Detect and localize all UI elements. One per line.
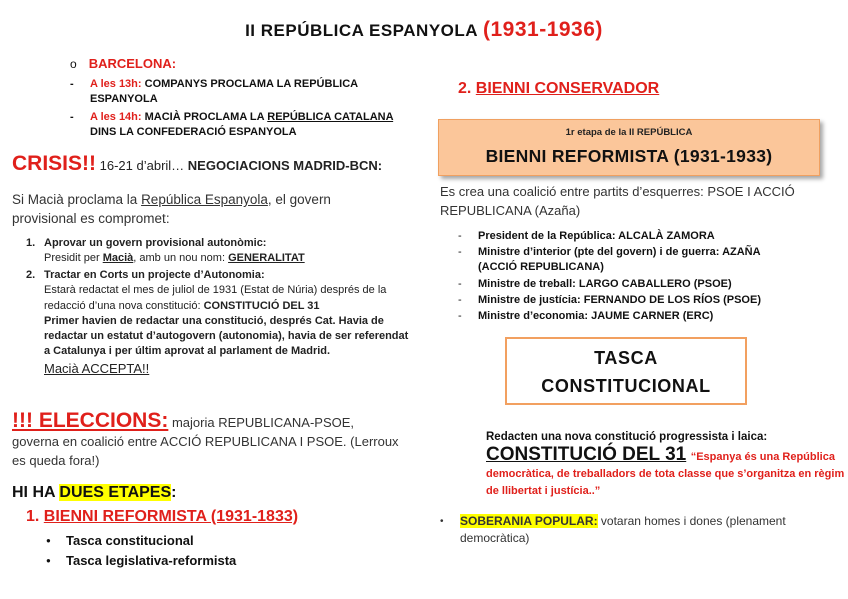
crisis-heading [12,152,432,176]
item-text-underlined: REPÚBLICA CATALANA [267,111,394,123]
agreement-text-2: , amb un nou nom: [133,252,226,265]
bienni-reformista-box [438,119,820,176]
intro-underlined: República Espanyola [141,192,268,207]
title-years: (1931-1936) [483,18,603,41]
intro-text-end: , el govern provisional es compromet: [12,192,331,226]
agreement-text: Estarà redactat el mes de juliol de 1931 (Estat de Núria) després de la redacció d’una nova constitució: [44,284,387,312]
agreement-1 [26,236,416,267]
agreement-number: 2. [26,269,36,281]
minister-item [458,229,798,244]
etapes-highlight: DUES ETAPES [59,484,172,501]
dash-marker: - [70,78,74,90]
intro-text: Si Macià proclama la [12,192,138,207]
barcelona-heading [70,56,176,71]
dash-marker: - [458,310,462,322]
crisis-negotiations: NEGOCIACIONS MADRID-BCN: [187,158,383,173]
minister-item [458,277,798,292]
minister-text: President de la República: ALCALÀ ZAMORA [478,230,715,242]
agreement-number: 1. [26,237,36,249]
bienni-reformista-heading [26,508,298,526]
crisis-dates: 16-21 d’abril… [99,158,185,173]
barcelona-item-2 [70,110,400,140]
title-main: II REPÚBLICA ESPANYOLA [245,21,479,40]
agreement-text: Presidit per [44,252,100,265]
minister-item [458,293,798,308]
agreement-constitution: CONSTITUCIÓ DEL 31 [203,299,320,312]
item-text: COMPANYS PROCLAMA LA REPÚBLICA ESPANYOLA [90,78,358,105]
minister-item [458,309,798,324]
agreement-bold-text: Primer havien de redactar una constitució, després Cat. Havia de redactar un estatut d’autogovern (autonomia), havia de ser referendat a Catalunya i per últim aprovat al parlament de Madrid. [44,314,409,358]
etapes-colon: : [171,484,177,501]
agreement-generalitat: GENERALITAT [228,252,305,265]
minister-text: Ministre d’interior (pte del govern) i de guerra: AZAÑA (ACCIÓ REPUBLICANA) [478,246,761,274]
bienni-item-text: Tasca legislativa-reformista [66,553,237,568]
etapes-text: HI HA [12,484,55,501]
bienni-item-text: Tasca constitucional [66,533,194,548]
conservador-label: BIENNI CONSERVADOR [475,80,660,97]
elections-text: majoria REPUBLICANA-PSOE, governa en coalició entre ACCIÓ REPUBLICANA I PSOE. (Lerroux es queda fora!) [12,415,399,468]
box-title: BIENNI REFORMISTA (1931-1933) [485,146,773,166]
item-text-end: DINS LA CONFEDERACIÓ ESPANYOLA [90,126,297,138]
bullet-dot-icon: • [440,516,444,527]
minister-item [458,245,798,276]
agreement-macia: Macià [102,252,134,265]
item-text: MACIÀ PROCLAMA LA [144,111,265,123]
bienni-number: 1. [26,508,40,525]
dash-marker: - [458,278,462,290]
tasca-constitucional-box [505,337,747,405]
circle-bullet-icon: o [70,57,77,71]
intro-paragraph [12,190,392,228]
coalition-paragraph: Es crea una coalició entre partits d’esquerres: PSOE I ACCIÓ REPUBLICANA (Azaña) [440,184,795,218]
etapes-heading [12,484,176,502]
page-title [0,18,848,42]
minister-text: Ministre de treball: LARGO CABALLERO (PSOE) [478,278,732,290]
agreement-2 [26,268,416,376]
barcelona-item-1 [70,77,400,107]
time-label: A les 14h: [90,111,142,123]
redacten-text: Redacten una nova constitució progressista i laica: [486,431,768,443]
dash-marker: - [458,294,462,306]
sobirania-highlight: SOBERANIA POPULAR: [460,514,598,528]
elections-paragraph [12,411,402,470]
dash-marker: - [458,246,462,258]
tasca-line-2: CONSTITUCIONAL [541,376,711,396]
conservador-number: 2. [458,80,472,97]
sobirania-text: votaran homes i dones (plenament democràtica) [460,514,786,545]
dash-marker: - [458,230,462,242]
bienni-item-2 [48,553,236,568]
tasca-line-1: TASCA [594,348,658,368]
time-label: A les 13h: [90,78,142,90]
agreement-title: Aprovar un govern provisional autonòmic: [44,237,267,249]
constitution-title: CONSTITUCIÓ DEL 31 [486,444,687,465]
minister-text: Ministre de justícia: FERNANDO DE LOS RÍOS (PSOE) [478,294,761,306]
bienni-conservador-heading [458,80,659,98]
bienni-item-1 [48,533,194,548]
dash-marker: - [70,111,74,123]
box-subtitle: 1r etapa de la II REPÚBLICA [565,127,693,138]
barcelona-label: BARCELONA: [88,56,177,71]
crisis-label: CRISIS!! [12,152,96,175]
constitution-block [486,444,846,499]
elections-label: !!! ELECCIONS: [12,409,169,432]
bienni-label: BIENNI REFORMISTA (1931-1833) [43,508,299,525]
sobirania-item [440,513,840,547]
minister-text: Ministre d’economia: JAUME CARNER (ERC) [478,310,714,322]
agreement-title: Tractar en Corts un projecte d’Autonomia: [44,269,265,281]
constitution-quote: “Espanya és una República democràtica, de treballadors de tota classe que s’organitza en règim de llibertat i justícia..” [486,451,845,497]
agreement-accept: Macià ACCEPTA!! [44,360,150,376]
